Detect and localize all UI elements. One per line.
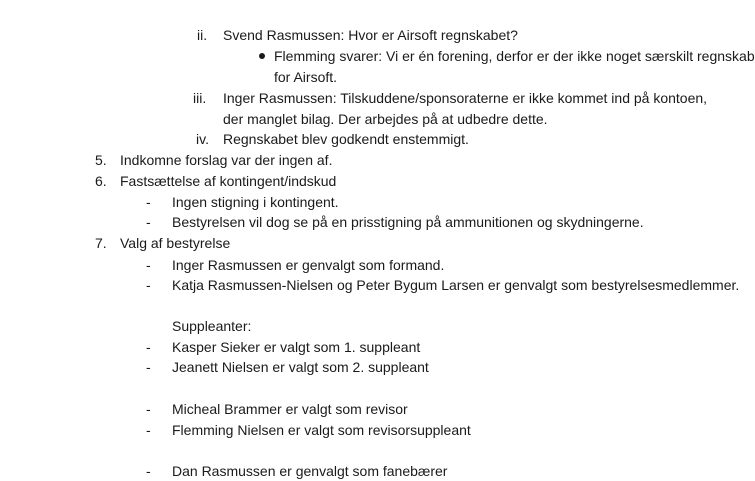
list-item-text: Jeanett Nielsen er valgt som 2. suppleant <box>172 359 429 375</box>
section-label: Suppleanter: <box>172 318 252 334</box>
item-marker: iii. <box>193 90 207 106</box>
list-item-text: Katja Rasmussen-Nielsen og Peter Bygum Larsen er genvalgt som bestyrelsesmedlemmer. <box>172 277 740 293</box>
list-item-text: Svend Rasmussen: Hvor er Airsoft regnskabet? <box>223 27 518 43</box>
list-item-text: Flemming Nielsen er valgt som revisorsuppleant <box>172 422 471 438</box>
list-item-text: Fastsættelse af kontingent/indskud <box>120 173 337 189</box>
item-marker: ii. <box>197 27 208 43</box>
list-item-text: Kasper Sieker er valgt som 1. suppleant <box>172 339 421 355</box>
list-item-text: Valg af bestyrelse <box>120 235 231 251</box>
dash-marker: - <box>146 359 151 375</box>
list-item-text: Bestyrelsen vil dog se på en prisstigning på ammunitionen og skydningerne. <box>172 214 644 230</box>
dash-marker: - <box>146 277 151 293</box>
list-item-text: Inger Rasmussen er genvalgt som formand. <box>172 257 445 273</box>
bullet-icon <box>259 53 265 59</box>
dash-marker: - <box>146 463 151 479</box>
list-item-continuation: for Airsoft. <box>274 69 338 85</box>
list-item-text: Ingen stigning i kontingent. <box>172 194 339 210</box>
list-item-text: Dan Rasmussen er genvalgt som fanebærer <box>172 463 448 479</box>
list-item-text: Flemming svarer: Vi er én forening, derfor er der ikke noget særskilt regnskab <box>274 48 755 64</box>
dash-marker: - <box>146 339 151 355</box>
list-item-continuation: der manglet bilag. Der arbejdes på at udbedre dette. <box>223 111 548 127</box>
dash-marker: - <box>146 422 151 438</box>
item-marker: 5. <box>95 152 107 168</box>
dash-marker: - <box>146 257 151 273</box>
item-marker: 6. <box>95 173 107 189</box>
list-item-text: Micheal Brammer er valgt som revisor <box>172 401 408 417</box>
item-marker: iv. <box>196 131 209 147</box>
dash-marker: - <box>146 401 151 417</box>
list-item-text: Inger Rasmussen: Tilskuddene/sponsoraterne er ikke kommet ind på kontoen, <box>223 90 708 106</box>
list-item-text: Indkomne forslag var der ingen af. <box>120 152 333 168</box>
list-item-text: Regnskabet blev godkendt enstemmigt. <box>223 131 469 147</box>
item-marker: 7. <box>95 235 107 251</box>
dash-marker: - <box>146 194 151 210</box>
dash-marker: - <box>146 214 151 230</box>
